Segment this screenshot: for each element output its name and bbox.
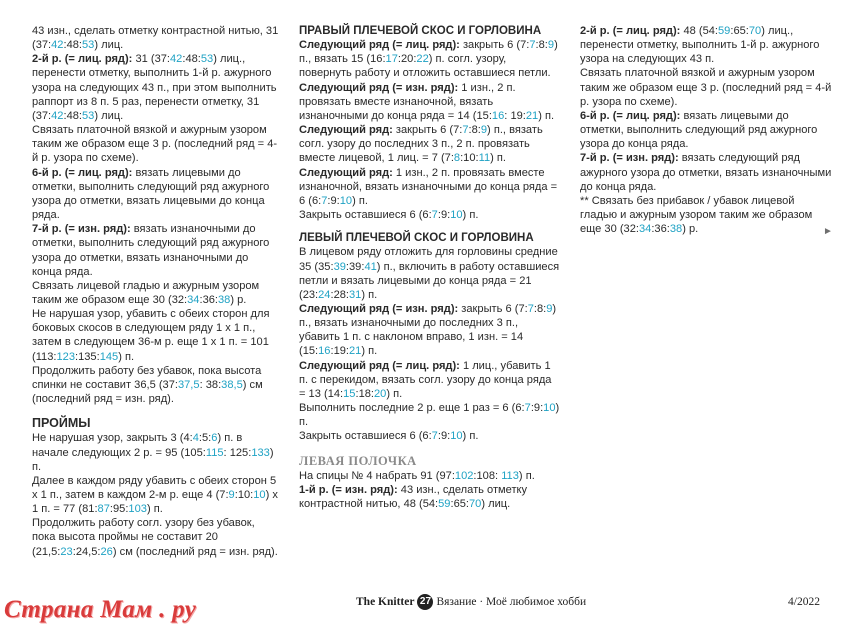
- row-label: 7-й р. (= изн. ряд):: [580, 152, 679, 165]
- row-text: закрыть 6 (7:7:8:9) п., вязать согл. узору до последних 3 п., 2 п. провязать вместе лицевой, 1 лиц. = 7 (7:8:10:11) п.: [299, 124, 543, 165]
- section-heading: ПРАВЫЙ ПЛЕЧЕВОЙ СКОС И ГОРЛОВИНА: [299, 25, 542, 37]
- row-label: Следующий ряд (= изн. ряд):: [299, 302, 459, 315]
- paragraph: Закрыть оставшиеся 6 (6:7:9:10) п.: [299, 430, 479, 443]
- row-text: 31 (37:42:48:53) лиц., перенести отметку, выполнить 1-й р. ажурного узора на следующих 43 п., при этом выполнить раппорт из 8 п. 5 раз, перенести отметку, 31 (37:42:48:53) лиц.: [32, 53, 277, 122]
- row-text: 1 изн., 2 п. провязать вместе изнаночной, вязать изнаночными до конца ряда = 14 (15:16: 19:21) п.: [299, 81, 555, 122]
- text-column-1: [32, 24, 280, 559]
- row-text: вязать следующий ряд ажурного узора до отметки, вязать изнаночными до конца ряда.: [580, 152, 832, 193]
- section-heading-grey: ЛЕВАЯ ПОЛОЧКА: [299, 453, 417, 468]
- row-label: 2-й р. (= лиц. ряд):: [580, 25, 681, 37]
- paragraph: Не нарушая узор, закрыть 3 (4:4:5:6) п. в начале следующих 2 р. = 95 (105:115: 125:133) п.: [32, 432, 274, 473]
- text-column-2: [299, 24, 561, 511]
- paragraph: Далее в каждом ряду убавить с обеих сторон 5 х 1 п., затем в каждом 2-м р. еще 4 (7:9:10:10) х 1 п. = 77 (81:87:95:103) п.: [32, 474, 278, 516]
- continue-arrow-icon: ►: [823, 226, 833, 237]
- row-label: 6-й р. (= лиц. ряд):: [580, 109, 681, 122]
- paragraph: [580, 109, 832, 151]
- paragraph: ** Связать без прибавок / убавок лицевой гладью и ажурным узором таким же образом еще 30 (32:34:36:38) р.: [580, 194, 813, 236]
- paragraph: На спицы № 4 набрать 91 (97:102:108: 113) п.: [299, 469, 535, 482]
- paragraph: Не нарушая узор, убавить с обеих сторон для боковых скосов в следующем ряду 1 х 1 п., затем в следующем 36-м р. еще 1 х 1 п. = 101 (113:123:135:145) п.: [32, 308, 270, 363]
- paragraph: [32, 166, 280, 223]
- issue-number: 4/2022: [788, 596, 820, 608]
- paragraph: В лицевом ряду отложить для горловины средние 35 (35:39:39:41) п., включить в работу оставшиеся петли и вязать лицевыми до конца ряда = 21 (23:24:28:31) п.: [299, 246, 560, 301]
- paragraph: [32, 222, 280, 279]
- row-label: Следующий ряд:: [299, 166, 393, 179]
- row-text: вязать лицевыми до отметки, выполнить следующий ряд ажурного узора до конца ряда.: [580, 109, 818, 151]
- row-text: 1 лиц., убавить 1 п. с перекидом, вязать согл. узору до конца ряда = 13 (14:15:18:20) п.: [299, 359, 552, 400]
- paragraph: [299, 483, 561, 511]
- paragraph: Связать платочной вязкой и ажурным узором таким же образом еще 3 р. (последний ряд = 4-й р. узора по схеме).: [580, 67, 832, 108]
- row-text: закрыть 6 (7:7:8:9) п., вязать изнаночными до последних 3 п., убавить 1 п. с наклоном вправо, 1 изн. = 14 (15:16:19:21) п.: [299, 302, 557, 358]
- row-text: 48 (54:59:65:70) лиц., перенести отметку, выполнить 1-й р. ажурного узора на следующих 43 п.: [580, 25, 820, 66]
- magazine-title: The Knitter: [356, 596, 415, 608]
- magazine-tagline: Вязание · Моё любимое хобби: [436, 596, 587, 608]
- row-text: закрыть 6 (7:7:8:9) п., вязать 15 (16:17:20:22) п. согл. узору, повернуть работу и отложить оставшиеся петли.: [299, 39, 558, 80]
- paragraph: [32, 52, 280, 123]
- paragraph: [299, 302, 561, 359]
- paragraph: Выполнить последние 2 р. еще 1 раз = 6 (6:7:9:10) п.: [299, 402, 560, 429]
- paragraph: Связать платочной вязкой и ажурным узором таким же образом еще 3 р. (последний ряд = 4-й р. узора по схеме).: [32, 124, 278, 165]
- row-label: Следующий ряд (= лиц. ряд):: [299, 39, 460, 52]
- footer: [356, 594, 586, 610]
- paragraph: [580, 24, 832, 66]
- page-number: 27: [417, 594, 433, 610]
- row-label: 1-й р. (= изн. ряд):: [299, 483, 398, 496]
- section-heading: ЛЕВЫЙ ПЛЕЧЕВОЙ СКОС И ГОРЛОВИНА: [299, 232, 534, 245]
- paragraph: 43 изн., сделать отметку контрастной нитью, 31 (37:42:48:53) лиц.: [32, 25, 279, 52]
- row-text: вязать лицевыми до отметки, выполнить следующий ряд ажурного узора до отметки, вязать лицевыми до конца ряда.: [32, 166, 270, 222]
- paragraph: Связать лицевой гладью и ажурным узором таким же образом еще 30 (32:34:36:38) р.: [32, 279, 260, 306]
- watermark-logo: Страна Мам . ру: [4, 596, 197, 623]
- paragraph: [299, 123, 561, 165]
- row-label: Следующий ряд (= лиц. ряд):: [299, 359, 460, 372]
- paragraph: Закрыть оставшиеся 6 (6:7:9:10) п.: [299, 209, 479, 222]
- row-text: 1 изн., 2 п. провязать вместе изнаночной, вязать изнаночными до конца ряда = 6 (6:7:9:10) п.: [299, 166, 558, 207]
- row-label: Следующий ряд (= изн. ряд):: [299, 81, 459, 94]
- row-label: 2-й р. (= лиц. ряд):: [32, 53, 133, 66]
- row-text: вязать изнаночными до отметки, выполнить следующий ряд ажурного узора до отметки, вязать изнаночными до конца ряда.: [32, 223, 270, 278]
- paragraph: [299, 38, 561, 80]
- paragraph: Продолжить работу согл. узору без убавок, пока высота проймы не составит 20 (21,5:23:24,5:26) см (последний ряд = изн. ряд).: [32, 517, 278, 558]
- paragraph: Продолжить работу без убавок, пока высота спинки не составит 36,5 (37:37,5: 38:38,5) см (последний ряд = изн. ряд).: [32, 364, 263, 406]
- row-label: 7-й р. (= изн. ряд):: [32, 223, 131, 236]
- paragraph: [299, 359, 561, 401]
- paragraph: [580, 151, 832, 193]
- section-heading: ПРОЙМЫ: [32, 416, 91, 431]
- text-column-3: [580, 24, 832, 236]
- row-label: 6-й р. (= лиц. ряд):: [32, 166, 133, 179]
- paragraph: [299, 166, 561, 208]
- row-text: 43 изн., сделать отметку контрастной нитью, 48 (54:59:65:70) лиц.: [299, 483, 528, 510]
- paragraph: [299, 81, 561, 123]
- row-label: Следующий ряд:: [299, 124, 393, 137]
